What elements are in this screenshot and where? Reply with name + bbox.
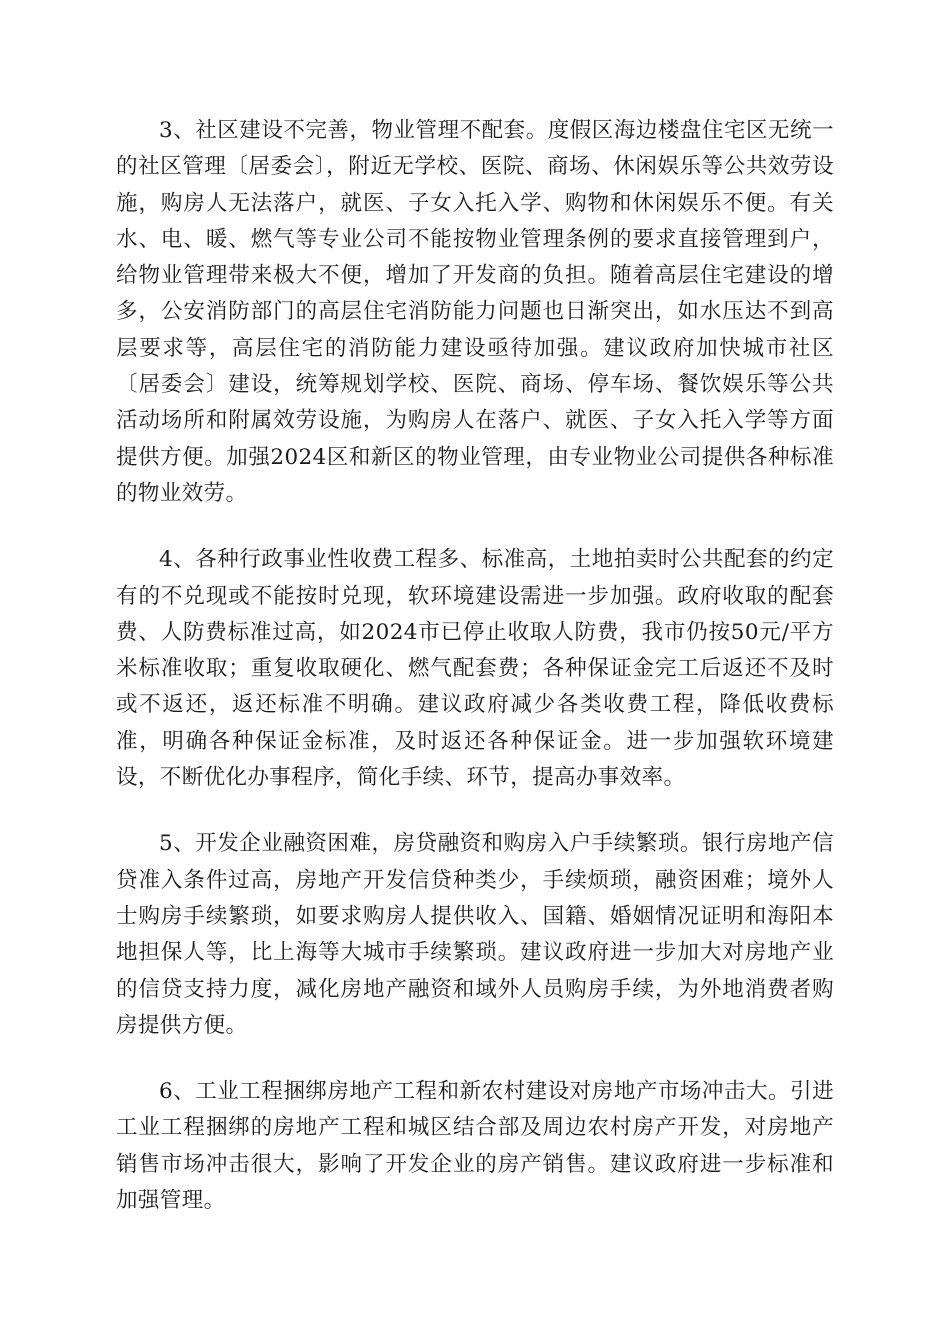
paragraph-item-5: 5、开发企业融资困难，房贷融资和购房入户手续繁琐。银行房地产信贷准入条件过高，房地产开发信贷种类少，手续烦琐，融资困难；境外人士购房手续繁琐，如要求购房人提供收入、国籍、婚姻情况证明和海阳本地担保人等，比上海等大城市手续繁琐。建议政府进一步加大对房地产业的信贷支持力度，减化房地产融资和域外人员购房手续，为外地消费者购房提供方便。 (116, 831, 834, 1038)
document-page (116, 113, 834, 1249)
paragraph-item-3: 3、社区建设不完善，物业管理不配套。度假区海边楼盘住宅区无统一的社区管理〔居委会〕，附近无学校、医院、商场、休闲娱乐等公共效劳设施，购房人无法落户，就医、子女入托入学、购物和休闲娱乐不便。有关水、电、暖、燃气等专业公司不能按物业管理条例的要求直接管理到户，给物业管理带来极大不便，增加了开发商的负担。随着高层住宅建设的增多，公安消防部门的高层住宅消防能力问题也日渐突出，如水压达不到高层要求等，高层住宅的消防能力建设亟待加强。建议政府加快城市社区〔居委会〕建设，统筹规划学校、医院、商场、停车场、餐饮娱乐等公共活动场所和附属效劳设施，为购房人在落户、就医、子女入托入学等方面提供方便。加强2024区和新区的物业管理，由专业物业公司提供各种标准的物业效劳。 (116, 118, 834, 506)
paragraph-item-4: 4、各种行政事业性收费工程多、标准高，土地拍卖时公共配套的约定有的不兑现或不能按时兑现，软环境建设需进一步加强。政府收取的配套费、人防费标准过高，如2024市已停止收取人防费，我市仍按50元/平方米标准收取；重复收取硬化、燃气配套费；各种保证金完工后返还不及时或不返还，返还标准不明确。建议政府减少各类收费工程，降低收费标准，明确各种保证金标准，及时返还各种保证金。进一步加强软环境建设，不断优化办事程序，简化手续、环节，提高办事效率。 (116, 547, 834, 791)
paragraph-item-6: 6、工业工程捆绑房地产工程和新农村建设对房地产市场冲击大。引进工业工程捆绑的房地产工程和城区结合部及周边农村房产开发，对房地产销售市场冲击很大，影响了开发企业的房产销售。建议政府进一步标准和加强管理。 (116, 1079, 834, 1214)
